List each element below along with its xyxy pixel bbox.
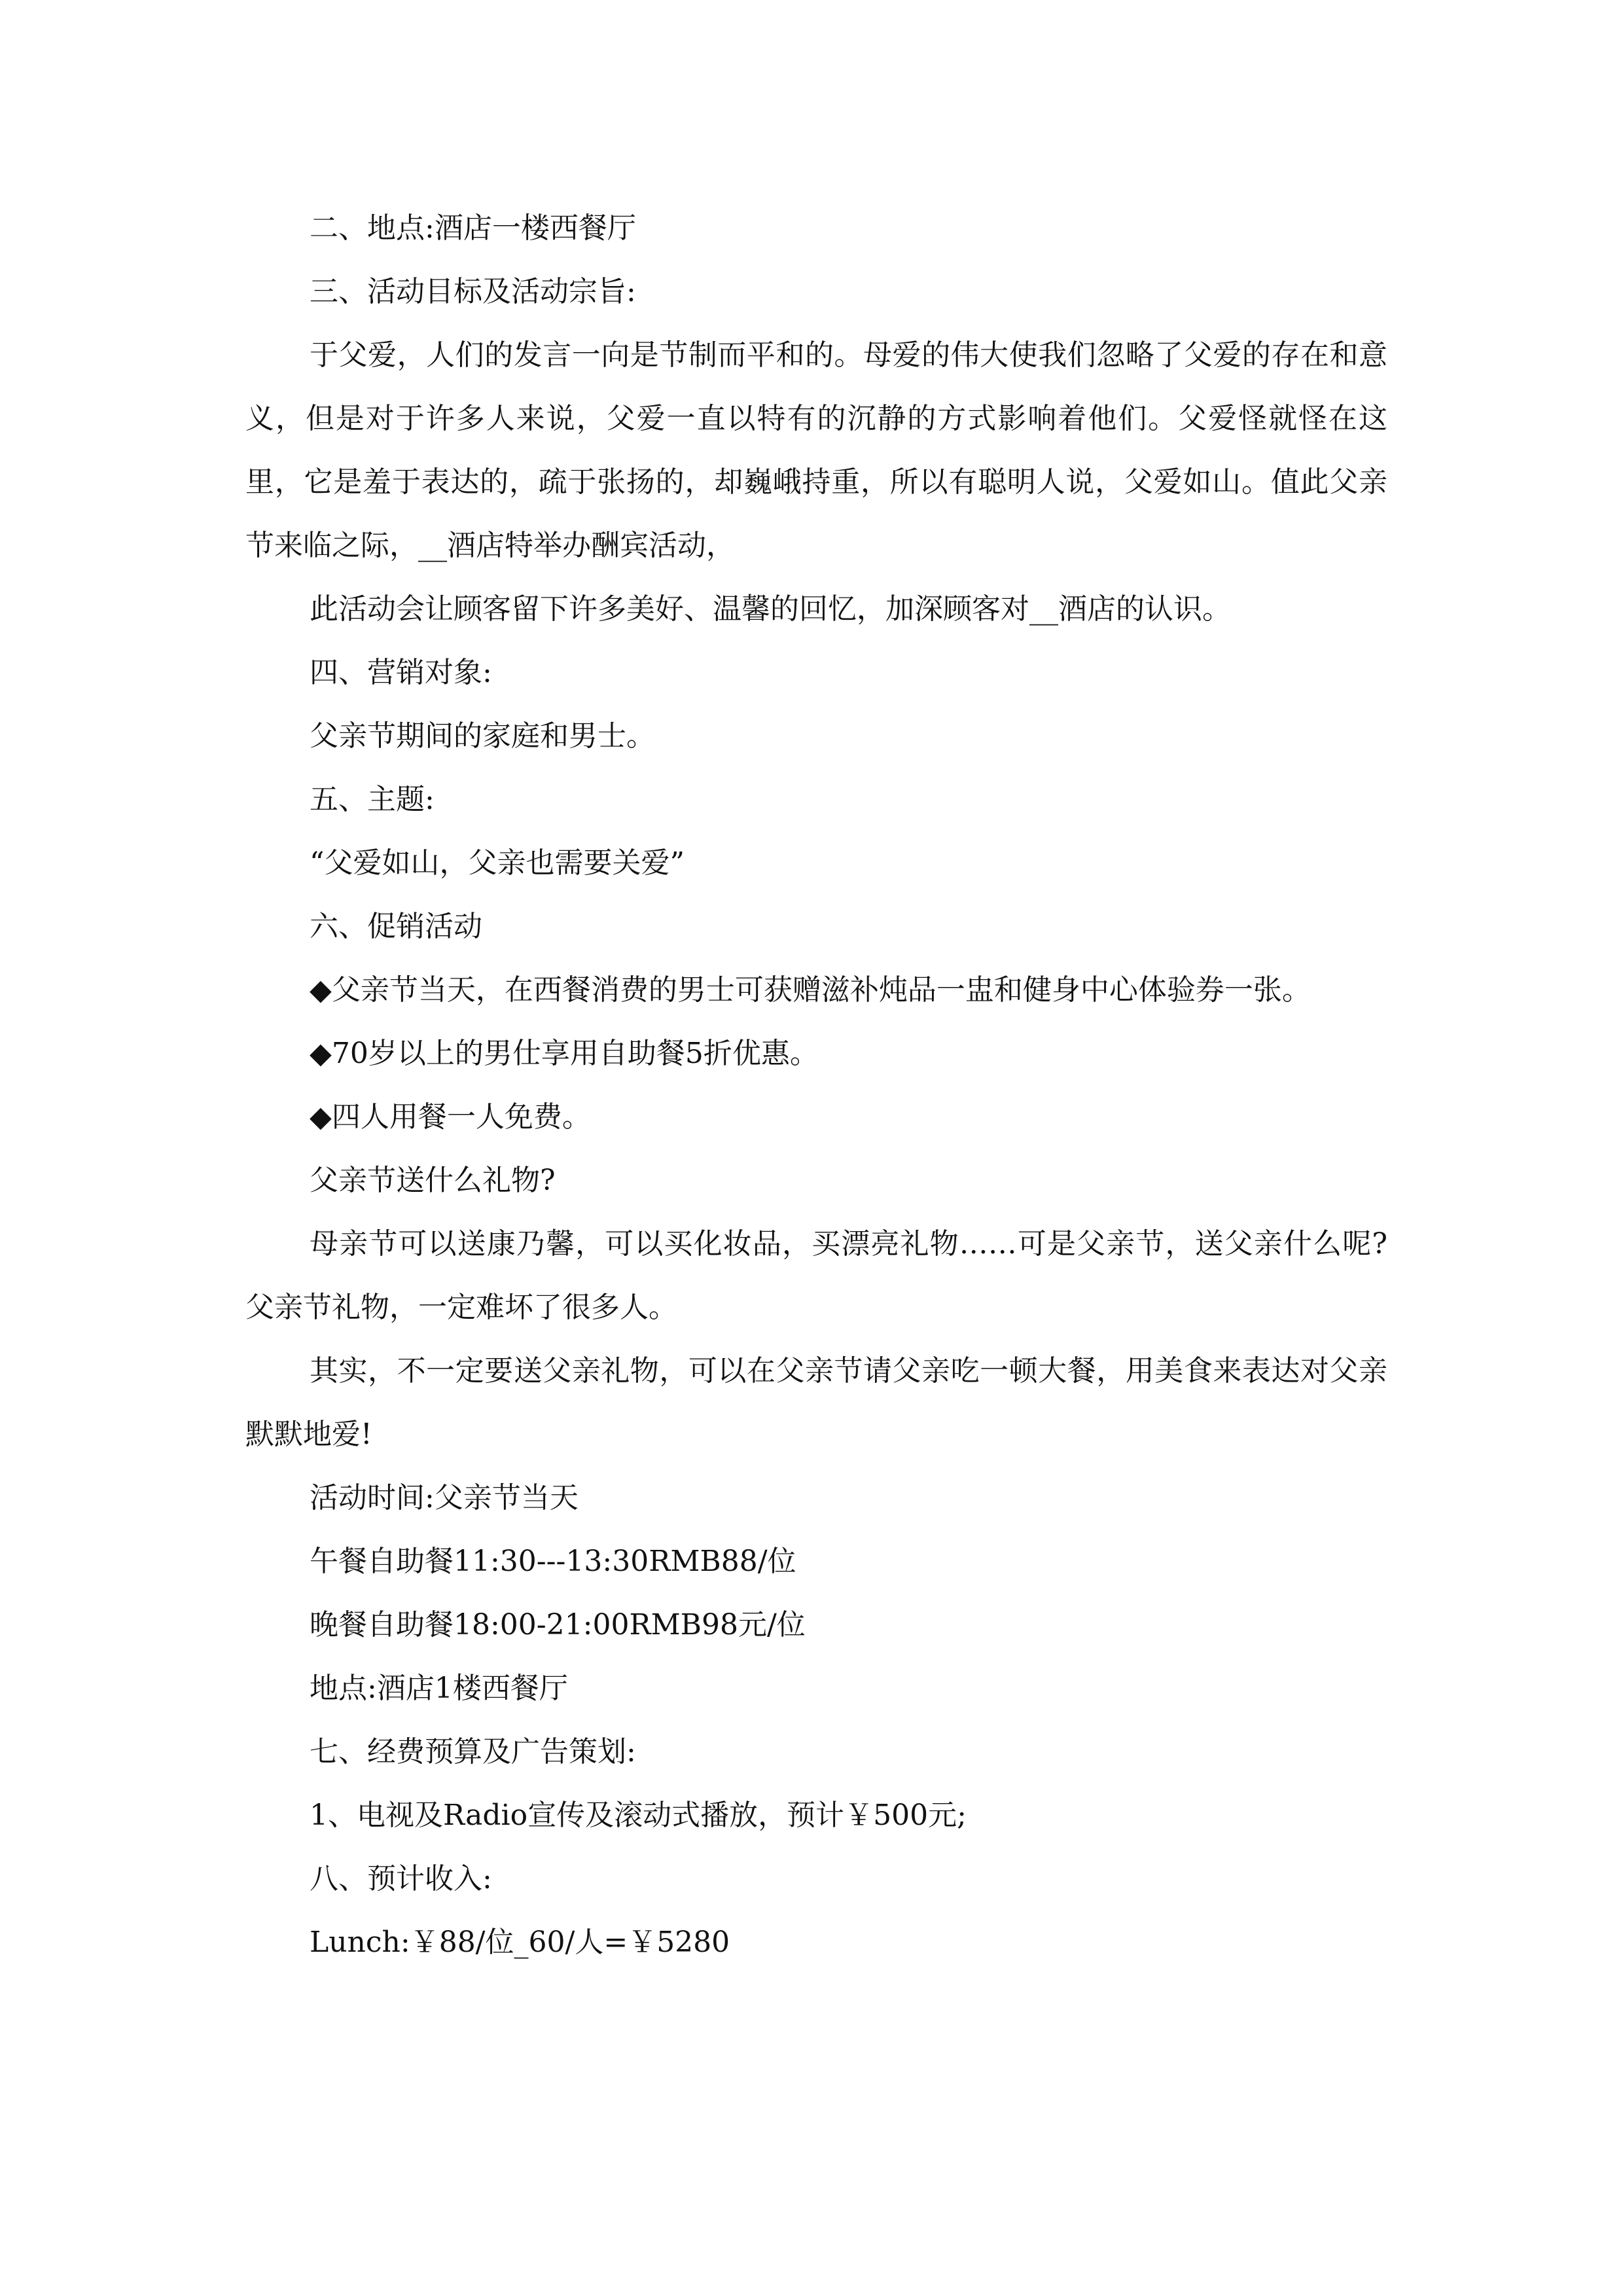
event-location: 地点:酒店1楼西餐厅 [310,1672,568,1705]
dinner-buffet: 晚餐自助餐18:00-21:00RMB98元/位 [310,1608,806,1641]
promo-item-1: ◆父亲节当天，在西餐消费的男士可获赠滋补炖品一盅和健身中心体验券一张。 [310,973,1311,1007]
section-3-paragraph: 于父爱，人们的发言一向是节制而平和的。母爱的伟大使我们忽略了父爱的存在和意义，但是对于许多人来说，父爱一直以特有的沉静的方式影响着他们。父爱怪就怪在这里，它是羞于表达的，疏于张扬的，却巍峨持重，所以有聪明人说，父爱如山。值此父亲节来临之际，__酒店特举办酬宾活动， [245,338,1387,562]
section-7-heading: 七、经费预算及广告策划: [310,1735,636,1768]
gift-question: 父亲节送什么礼物? [310,1164,556,1197]
section-4-text: 父亲节期间的家庭和男士。 [310,719,655,753]
section-2-location: 二、地点:酒店一楼西餐厅 [310,211,636,245]
section-8-heading: 八、预计收入: [310,1862,492,1895]
section-5-heading: 五、主题: [310,783,435,816]
budget-item-1: 1、电视及Radio宣传及滚动式播放，预计￥500元; [310,1799,967,1832]
gift-paragraph-2: 其实，不一定要送父亲礼物，可以在父亲节请父亲吃一顿大餐，用美食来表达对父亲默默地爱! [245,1354,1387,1451]
gift-paragraph-1: 母亲节可以送康乃馨，可以买化妆品，买漂亮礼物……可是父亲节，送父亲什么呢?父亲节礼物，一定难坏了很多人。 [245,1227,1387,1324]
section-3-heading: 三、活动目标及活动宗旨: [310,275,636,308]
lunch-revenue: Lunch:￥88/位_60/人=￥5280 [310,1926,730,1959]
promo-item-3: ◆四人用餐一人免费。 [310,1100,591,1134]
document-body [245,196,1387,1974]
promo-item-2: ◆70岁以上的男仕享用自助餐5折优惠。 [310,1037,819,1070]
section-6-heading: 六、促销活动 [310,910,482,943]
section-4-heading: 四、营销对象: [310,656,492,689]
section-5-theme: “父爱如山，父亲也需要关爱” [310,846,685,880]
event-time: 活动时间:父亲节当天 [310,1481,579,1515]
section-3-paragraph-2: 此活动会让顾客留下许多美好、温馨的回忆，加深顾客对__酒店的认识。 [310,592,1231,626]
lunch-buffet: 午餐自助餐11:30---13:30RMB88/位 [310,1545,796,1578]
